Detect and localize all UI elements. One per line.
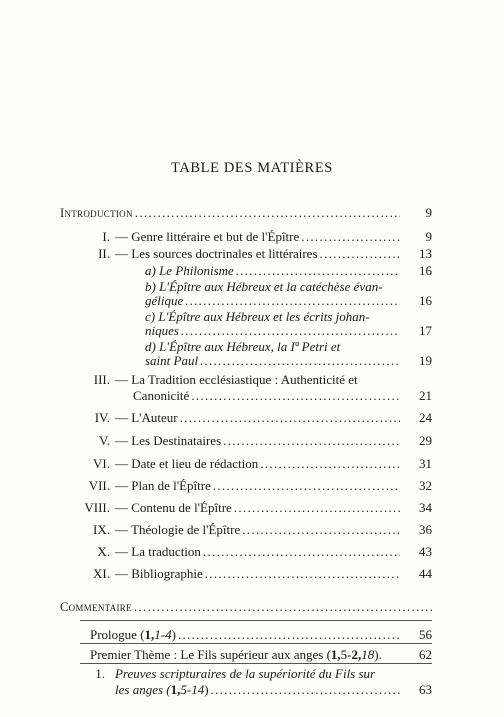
item-label: — Genre littéraire et but de l'Épître <box>115 229 300 244</box>
leader-dots <box>223 433 400 449</box>
item-number: V. <box>99 433 110 448</box>
ref-close: ) <box>171 627 176 642</box>
item-label: a) Le Philonisme <box>145 263 234 278</box>
item-number: VI. <box>93 456 110 471</box>
item-number: 1. <box>95 666 105 681</box>
leader-dots <box>260 456 400 472</box>
toc-item[interactable] <box>90 647 402 663</box>
item-number: X. <box>97 544 110 559</box>
toc-item-line1[interactable] <box>115 372 432 388</box>
leader-dots <box>320 246 400 262</box>
page-number: 44 <box>419 566 432 581</box>
page-number: 17 <box>419 323 432 338</box>
leader-dots <box>135 205 400 221</box>
item-number: I. <box>102 229 110 244</box>
item-label: Prologue ( <box>90 627 145 642</box>
item-label: c) L'Épître aux Hébreux et les écrits johan- <box>145 309 370 324</box>
page-number: 31 <box>419 456 432 471</box>
toc-subitem-line2[interactable] <box>145 353 400 369</box>
leader-dots <box>180 410 400 426</box>
ref-close: ) <box>204 682 209 697</box>
leader-dots <box>181 323 400 339</box>
page-number: 62 <box>419 647 432 662</box>
ref-bold: 2, <box>351 647 362 662</box>
leader-dots <box>236 263 400 279</box>
leader-dots <box>178 627 400 643</box>
toc-item[interactable] <box>115 500 400 516</box>
ref-bold: 1, <box>330 647 341 662</box>
toc-item[interactable] <box>115 433 400 449</box>
toc-item[interactable] <box>115 478 400 494</box>
item-number: VIII. <box>84 500 110 515</box>
item-label: Premier Thème : Le Fils supérieur aux anges ( <box>90 647 331 662</box>
item-number: II. <box>98 246 110 261</box>
page-number: 29 <box>419 433 432 448</box>
item-number: VII. <box>88 478 110 493</box>
page-number: 16 <box>419 293 432 308</box>
toc-commentaire[interactable] <box>60 599 432 615</box>
toc-subitem[interactable] <box>145 263 400 279</box>
toc-item[interactable] <box>90 627 400 643</box>
ref-close: ). <box>374 647 382 662</box>
page-title: TABLE DES MATIÈRES <box>171 160 333 176</box>
item-label: les anges ( <box>115 682 171 697</box>
item-label: — La traduction <box>115 544 201 559</box>
toc-subitem-line2[interactable] <box>115 682 400 698</box>
ref-bold: 1, <box>144 627 155 642</box>
toc-subitem-line2[interactable] <box>145 293 400 309</box>
page-number: 13 <box>419 246 432 261</box>
toc-item-line2[interactable] <box>133 388 400 404</box>
item-label: — Plan de l'Épître <box>115 478 211 493</box>
section-label: Introduction <box>60 206 133 220</box>
leader-dots <box>191 388 400 404</box>
leader-dots <box>134 599 432 615</box>
toc-item[interactable] <box>115 522 400 538</box>
toc-item[interactable] <box>115 229 400 245</box>
item-number: IX. <box>93 522 110 537</box>
page-number: 19 <box>419 353 432 368</box>
page-number: 43 <box>419 544 432 559</box>
toc-introduction[interactable] <box>60 205 400 221</box>
item-label: saint Paul <box>145 353 199 368</box>
toc-item[interactable] <box>115 456 400 472</box>
item-number: IV. <box>94 410 110 425</box>
page-number: 56 <box>419 627 432 642</box>
page-number: 9 <box>425 205 432 220</box>
section-label: Commentaire <box>60 600 132 614</box>
toc-item[interactable] <box>115 566 400 582</box>
item-number: III. <box>93 372 110 387</box>
toc-item[interactable] <box>115 544 400 560</box>
page-number: 21 <box>419 388 432 403</box>
page-number: 24 <box>419 410 432 425</box>
leader-dots <box>185 293 400 309</box>
leader-dots <box>211 682 400 698</box>
toc-subitem-line1[interactable] <box>115 666 432 682</box>
page-number: 36 <box>419 522 432 537</box>
page-number: 9 <box>425 229 432 244</box>
item-label: Canonicité <box>133 388 190 403</box>
leader-dots <box>301 229 400 245</box>
item-label: — La Tradition ecclésiastique : Authenticité et <box>115 372 358 387</box>
leader-dots <box>242 522 400 538</box>
item-label: Preuves scripturaires de la supériorité du Fils sur <box>115 666 376 681</box>
item-label: gélique <box>145 293 184 308</box>
leader-dots <box>213 478 400 494</box>
item-label: niques <box>145 323 179 338</box>
rule-line <box>80 663 432 664</box>
toc-subitem-line2[interactable] <box>145 323 400 339</box>
rule-line <box>80 620 432 621</box>
page-number: 32 <box>419 478 432 493</box>
item-label: — Les sources doctrinales et littéraires <box>115 246 318 261</box>
item-number: XI. <box>93 566 110 581</box>
leader-dots <box>234 500 400 516</box>
rule-line <box>80 643 432 644</box>
toc-item[interactable] <box>115 410 400 426</box>
ref-italic: 18 <box>361 647 375 662</box>
ref-bold: 1, <box>170 682 181 697</box>
item-label: — Date et lieu de rédaction <box>115 456 259 471</box>
ref-mid: 5- <box>340 647 352 662</box>
ref-italic: 1-4 <box>154 627 172 642</box>
ref-italic: 5-14 <box>180 682 205 697</box>
item-label: — Bibliographie <box>115 566 203 581</box>
item-label: b) L'Épître aux Hébreux et la catéchèse évan- <box>145 279 383 294</box>
item-label: — Contenu de l'Épître <box>115 500 232 515</box>
leader-dots <box>205 566 400 582</box>
item-label: d) L'Épître aux Hébreux, la Iª Petri et <box>145 339 341 354</box>
leader-dots <box>203 544 400 560</box>
page-number: 16 <box>419 263 432 278</box>
page-number: 34 <box>419 500 432 515</box>
toc-item[interactable] <box>115 246 400 262</box>
item-label: — Les Destinataires <box>115 433 222 448</box>
item-label: — Théologie de l'Épître <box>115 522 241 537</box>
page-number: 63 <box>419 682 432 697</box>
item-label: — L'Auteur <box>115 410 178 425</box>
leader-dots <box>200 353 400 369</box>
